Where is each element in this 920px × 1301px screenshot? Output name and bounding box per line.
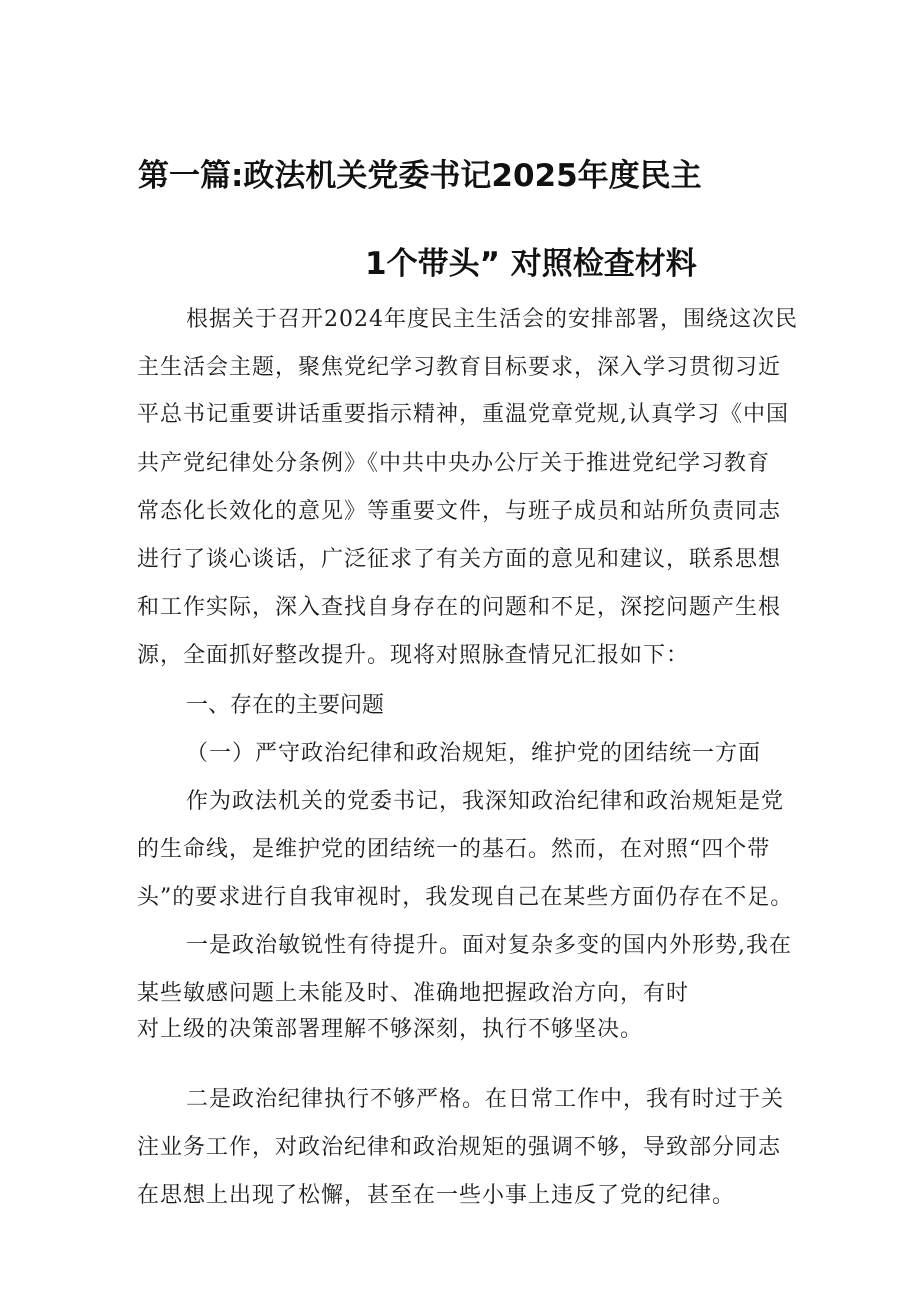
para3-line-2: 注业务工作，对政治纪律和政治规矩的强调不够，导致部分同志 <box>137 1135 782 1160</box>
subsection-heading-1: （一）严守政治纪律和政治规矩，维护党的团结统一方面 <box>186 741 762 766</box>
intro-line-3: 平总书记重要讲话重要指示精神，重温党章党规,认真学习《中国 <box>137 402 789 427</box>
para2-line-1: 一是政治敏锐性有待提升。面对复杂多变的国内外形势,我在 <box>186 933 792 958</box>
para1-line-1: 作为政法机关的党委书记，我深知政治纪律和政治规矩是党 <box>186 789 785 814</box>
intro-line-8: 源，全面抓好整改提升。现将对照脉查情兄汇报如下： <box>137 643 690 668</box>
intro-line-4: 共产党纪律处分条例》《中共中央办公厅关于推进党纪学习教育 <box>137 451 771 476</box>
intro-line-7: 和工作实际，深入查找自身存在的问题和不足，深挖问题产生根 <box>137 595 782 620</box>
para2-line-2: 某些敏感问题上未能及时、准确地把握政治方向，有时 <box>137 981 690 1006</box>
para1-line-2: 的生命线，是维护党的团结统一的基石。然而，在对照“四个带 <box>137 837 771 862</box>
section-heading-main-problems: 一、存在的主要问题 <box>186 693 385 718</box>
intro-line-5: 常态化长效化的意见》等重要文件，与班子成员和站所负责同志 <box>137 499 782 524</box>
intro-line-6: 进行了谈心谈话，广泛征求了有关方面的意见和建议，联系思想 <box>137 547 782 572</box>
intro-line-1: 根据关于召开2024年度民主生活会的安排部署，围绕这次民 <box>186 307 798 332</box>
intro-line-2: 主生活会主题，聚焦党纪学习教育目标要求，深入学习贯彻习近 <box>137 355 782 380</box>
para3-line-1: 二是政治纪律执行不够严格。在日常工作中，我有时过于关 <box>186 1087 785 1112</box>
para2-line-3: 对上级的决策部署理解不够深刻，执行不够坚决。 <box>137 1017 644 1042</box>
para3-line-3: 在思想上出现了松懈，甚至在一些小事上违反了党的纪律。 <box>137 1183 736 1208</box>
document-title-line-1: 第一篇:政法机关党委书记2025年度民主 <box>138 158 702 194</box>
para1-line-3: 头”的要求进行自我审视时，我发现自己在某些方面仍存在不足。 <box>137 885 794 910</box>
document-title-line-2: 1个带头” 对照检查材料 <box>365 246 697 282</box>
